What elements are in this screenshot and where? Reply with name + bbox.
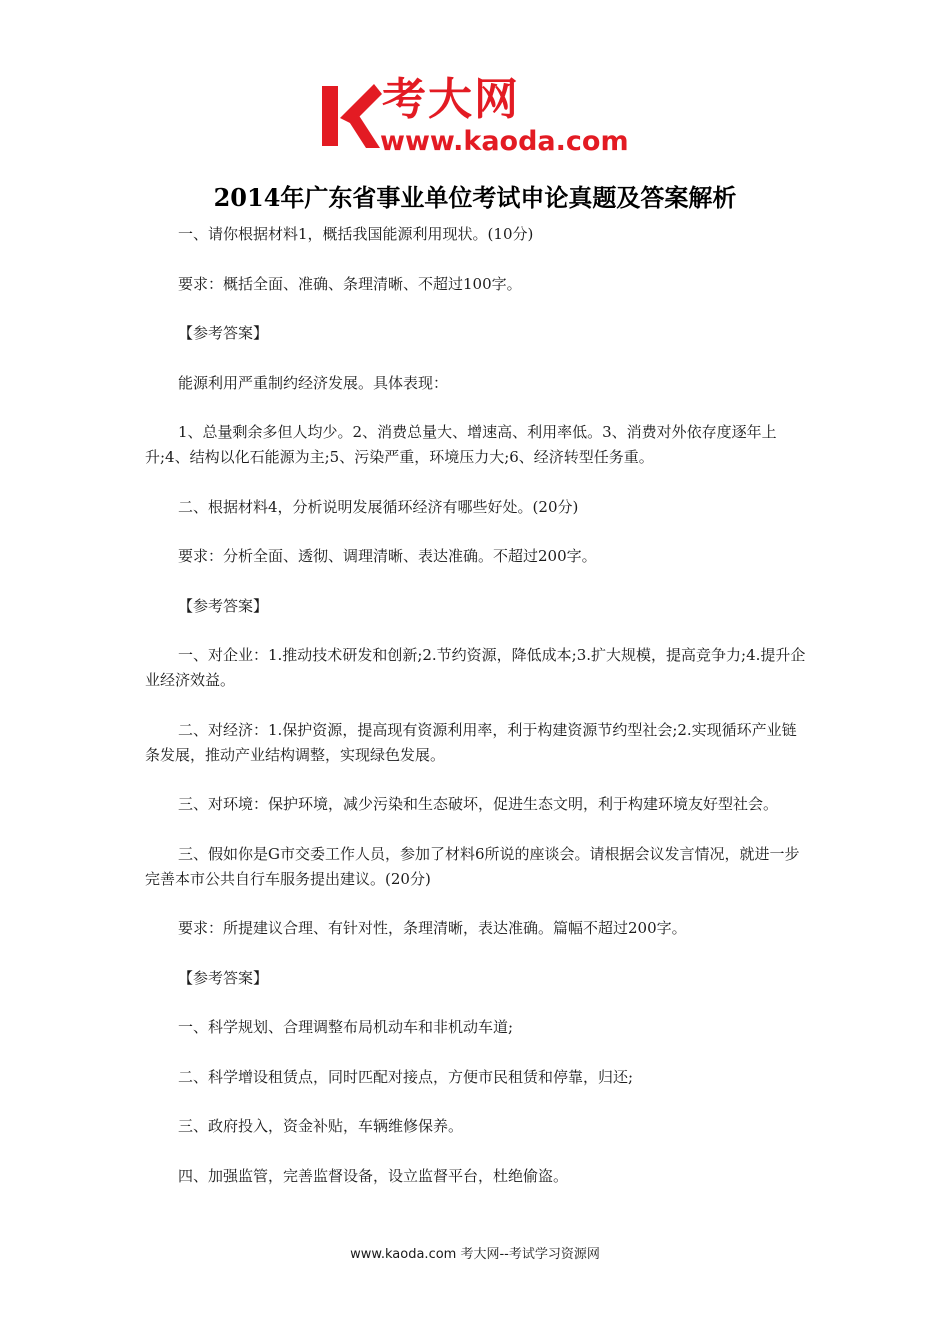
logo-name: 考大网 xyxy=(382,74,520,125)
paragraph: 要求：分析全面、透彻、调理清晰、表达准确。不超过200字。 xyxy=(178,547,597,565)
logo-url: www.kaoda.com xyxy=(380,126,629,157)
paragraph: 【参考答案】 xyxy=(178,968,269,987)
paragraph: 二、根据材料4，分析说明发展循环经济有哪些好处。(20分) xyxy=(178,497,579,516)
paragraph: 要求：所提建议合理、有针对性，条理清晰，表达准确。篇幅不超过200字。 xyxy=(178,919,687,937)
paragraph: 一、科学规划、合理调整布局机动车和非机动车道; xyxy=(178,1018,514,1036)
document-body xyxy=(145,222,809,1213)
page-footer: www.kaoda.com 考大网--考试学习资源网 xyxy=(350,1247,600,1262)
paragraph: 一、对企业：1.推动技术研发和创新;2.节约资源，降低成本;3.扩大规模，提高竞争力;4.提升企业经济效益。 xyxy=(145,646,806,689)
page-title: 2014年广东省事业单位考试申论真题及答案解析 xyxy=(213,183,737,212)
paragraph: 三、政府投入，资金补贴，车辆维修保养。 xyxy=(178,1117,464,1135)
paragraph: 三、假如你是G市交委工作人员，参加了材料6所说的座谈会。请根据会议发言情况，就进一步完善本市公共自行车服务提出建议。(20分) xyxy=(145,844,800,888)
paragraph: 四、加强监管，完善监督设备，设立监督平台，杜绝偷盗。 xyxy=(178,1166,569,1185)
paragraph: 二、对经济：1.保护资源，提高现有资源利用率，利于构建资源节约型社会;2.实现循环产业链条发展，推动产业结构调整，实现绿色发展。 xyxy=(145,720,797,764)
paragraph: 【参考答案】 xyxy=(178,596,269,615)
paragraph: 能源利用严重制约经济发展。具体表现： xyxy=(178,373,449,392)
paragraph: 1、总量剩余多但人均少。2、消费总量大、增速高、利用率低。3、消费对外依存度逐年上升;4、结构以化石能源为主;5、污染严重，环境压力大;6、经济转型任务重。 xyxy=(145,423,777,466)
k-logo-icon xyxy=(318,80,382,152)
paragraph: 二、科学增设租赁点，同时匹配对接点，方便市民租赁和停靠，归还; xyxy=(178,1067,634,1086)
paragraph: 一、请你根据材料1，概括我国能源利用现状。(10分) xyxy=(178,225,534,243)
paragraph: 【参考答案】 xyxy=(178,324,269,342)
paragraph: 三、对环境：保护环境，减少污染和生态破坏，促进生态文明，利于构建环境友好型社会。 xyxy=(178,795,779,813)
paragraph: 要求：概括全面、准确、条理清晰、不超过100字。 xyxy=(178,274,522,293)
kaoda-logo xyxy=(318,74,638,158)
